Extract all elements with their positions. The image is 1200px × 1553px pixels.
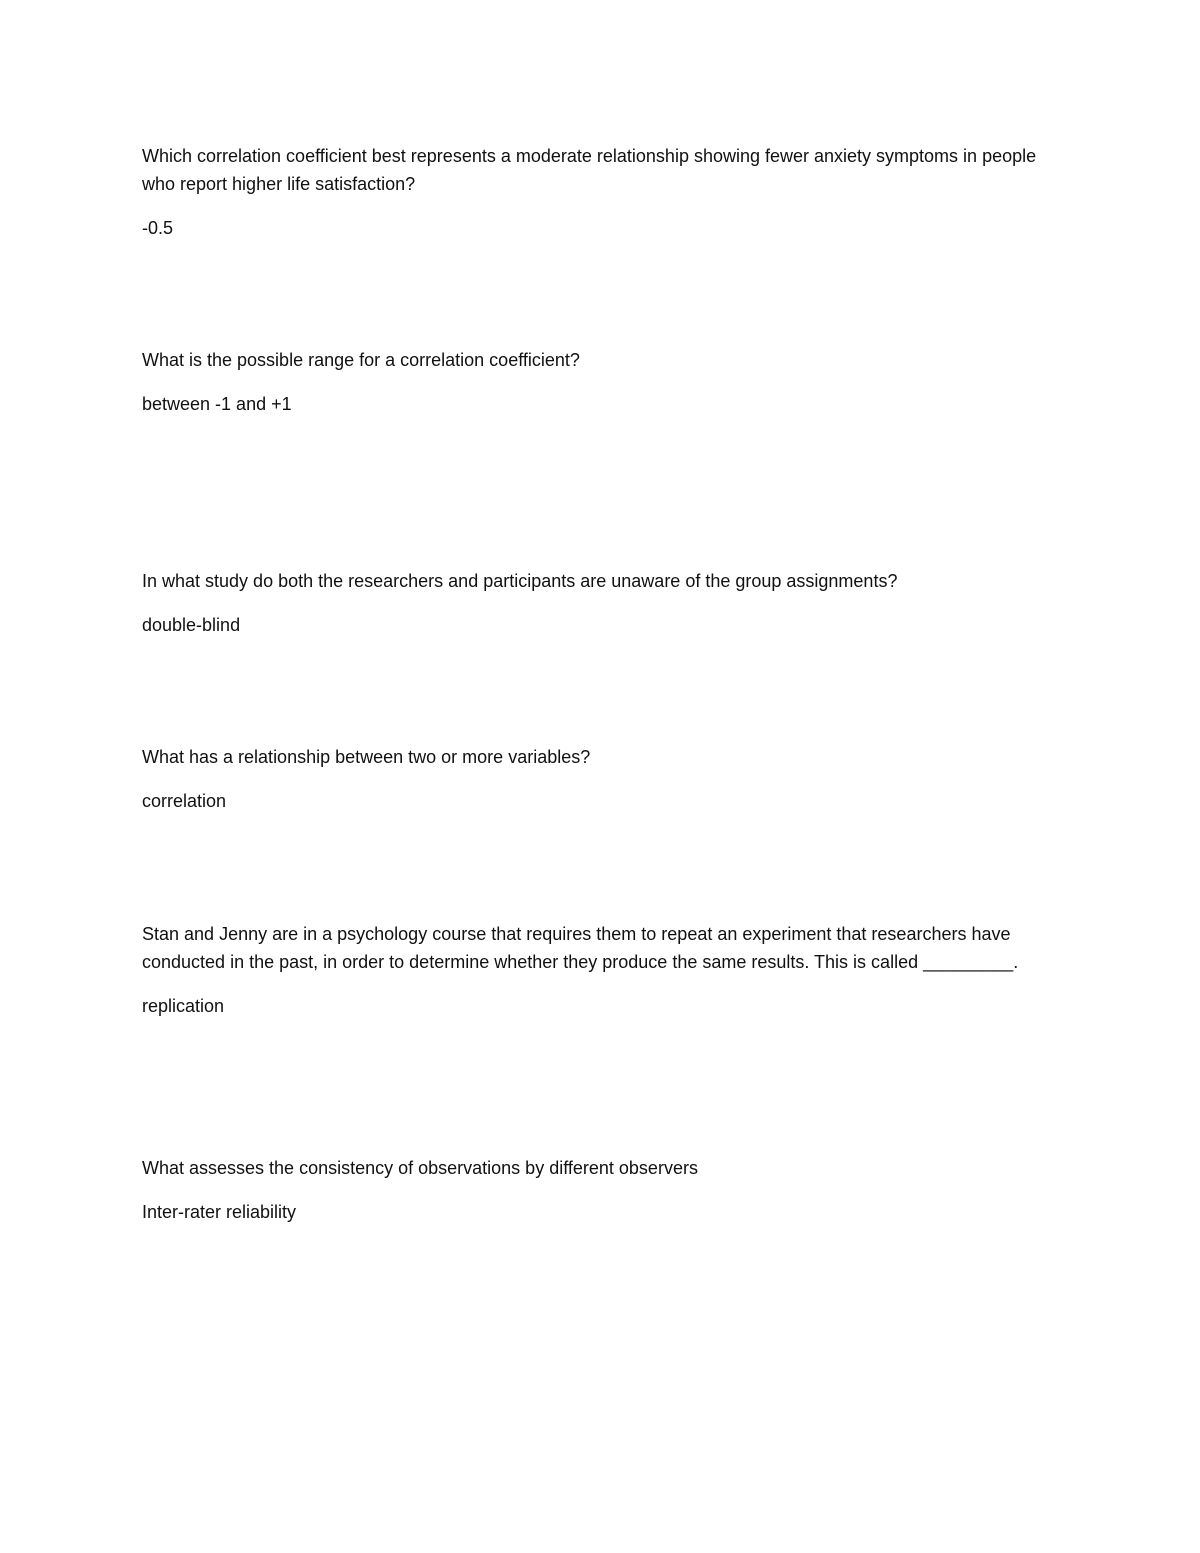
- qa-item: [142, 142, 1062, 242]
- question-text: What assesses the consistency of observations by different observers: [142, 1158, 698, 1178]
- answer-text: correlation: [142, 791, 227, 811]
- question-text: Stan and Jenny are in a psychology course that requires them to repeat an experiment that researchers have conducted in the past, in order to determine whether they produce the same results. This is called _________.: [142, 924, 1019, 972]
- answer-text: Inter-rater reliability: [142, 1202, 297, 1222]
- qa-item: [142, 567, 1062, 639]
- question-text: What has a relationship between two or more variables?: [142, 747, 591, 767]
- qa-item: [142, 920, 1062, 1020]
- answer-text: between -1 and +1: [142, 394, 292, 414]
- answer-text: -0.5: [142, 218, 174, 238]
- answer-text: double-blind: [142, 615, 241, 635]
- question-text: What is the possible range for a correlation coefficient?: [142, 350, 580, 370]
- qa-item: [142, 743, 1062, 815]
- qa-item: [142, 346, 1062, 418]
- question-text: In what study do both the researchers and participants are unaware of the group assignments?: [142, 571, 898, 591]
- question-text: Which correlation coefficient best represents a moderate relationship showing fewer anxiety symptoms in people who report higher life satisfaction?: [142, 146, 1037, 194]
- answer-text: replication: [142, 996, 225, 1016]
- qa-item: [142, 1154, 1062, 1226]
